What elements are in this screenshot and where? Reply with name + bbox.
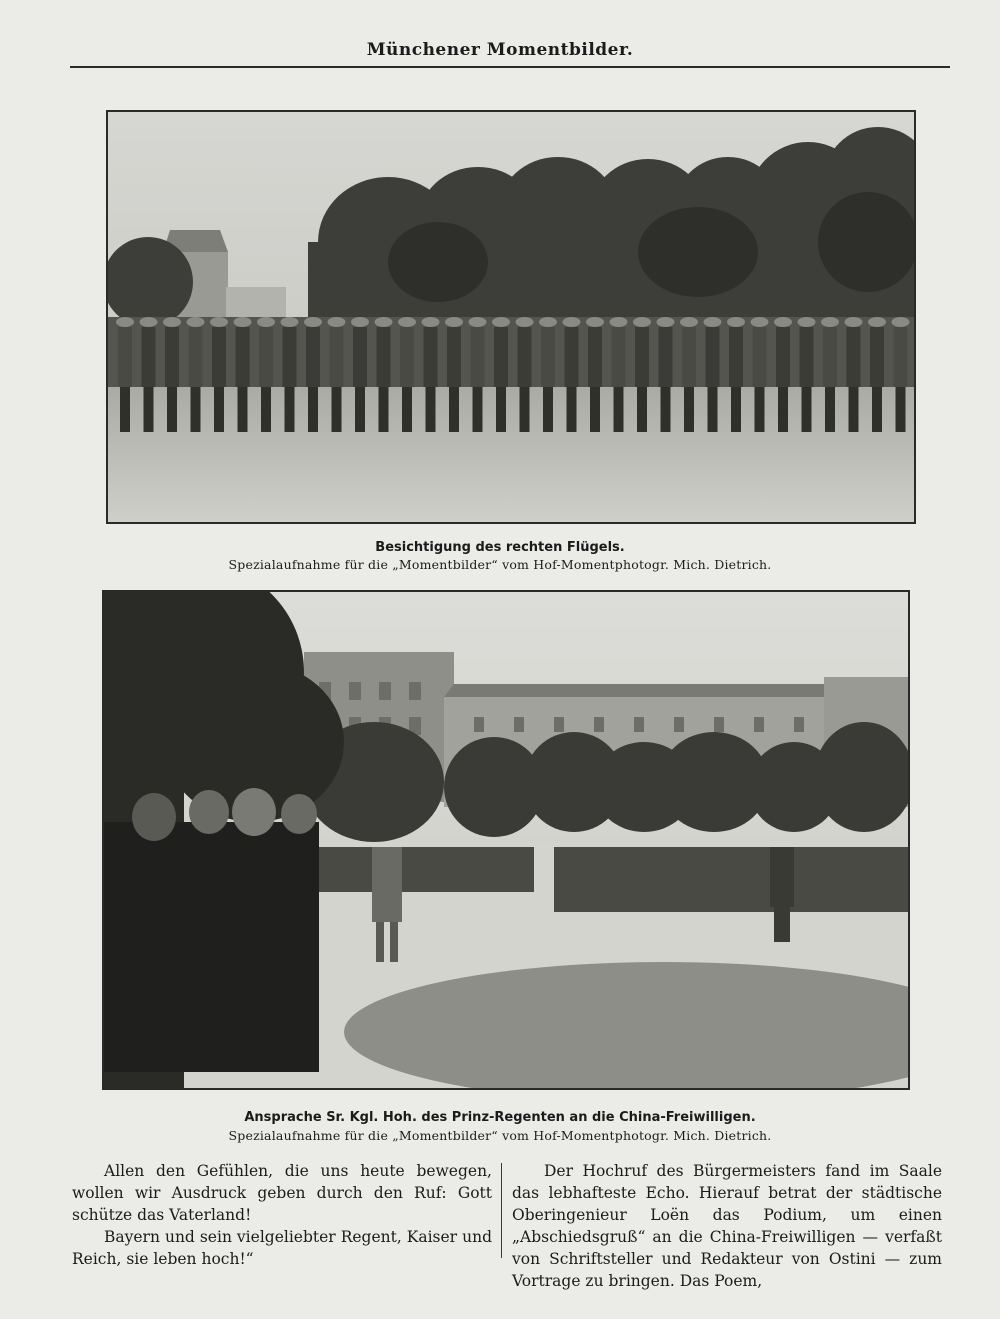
photo-address-prince-regent	[102, 590, 910, 1090]
photo2-caption-credit: Spezialaufnahme für die „Momentbilder“ vom Hof-Momentphotogr. Mich. Dietrich.	[228, 1128, 772, 1143]
header-rule	[70, 66, 950, 68]
text-column-right	[512, 1160, 942, 1292]
photo-inspection-right-wing	[106, 110, 916, 524]
text-column-left	[72, 1160, 492, 1270]
page-header-title: Münchener Momentbilder.	[366, 40, 634, 60]
photo2-caption-title: Ansprache Sr. Kgl. Hoh. des Prinz-Regenten an die China-Freiwilligen.	[244, 1110, 756, 1125]
column-divider	[501, 1163, 502, 1258]
photo1-caption-credit: Spezialaufnahme für die „Momentbilder“ vom Hof-Momentphotogr. Mich. Dietrich.	[228, 557, 772, 572]
right-paragraph-1: Der Hochruf des Bürgermeisters fand im Saale das lebhafteste Echo. Hierauf betrat der städtische Oberingenieur Loën das Podium, um einen „Abschiedsgruß“ an die China-Freiwilligen — verfaßt von Schriftsteller und Redakteur von Ostini — zum Vortrage zu bringen. Das Poem,	[512, 1162, 942, 1290]
left-paragraph-2: Bayern und sein vielgeliebter Regent, Kaiser und Reich, sie leben hoch!“	[72, 1228, 492, 1268]
left-paragraph-1: Allen den Gefühlen, die uns heute bewegen, wollen wir Ausdruck geben durch den Ruf: Gott schütze das Vaterland!	[72, 1162, 492, 1224]
photo1-caption-title: Besichtigung des rechten Flügels.	[375, 540, 625, 555]
